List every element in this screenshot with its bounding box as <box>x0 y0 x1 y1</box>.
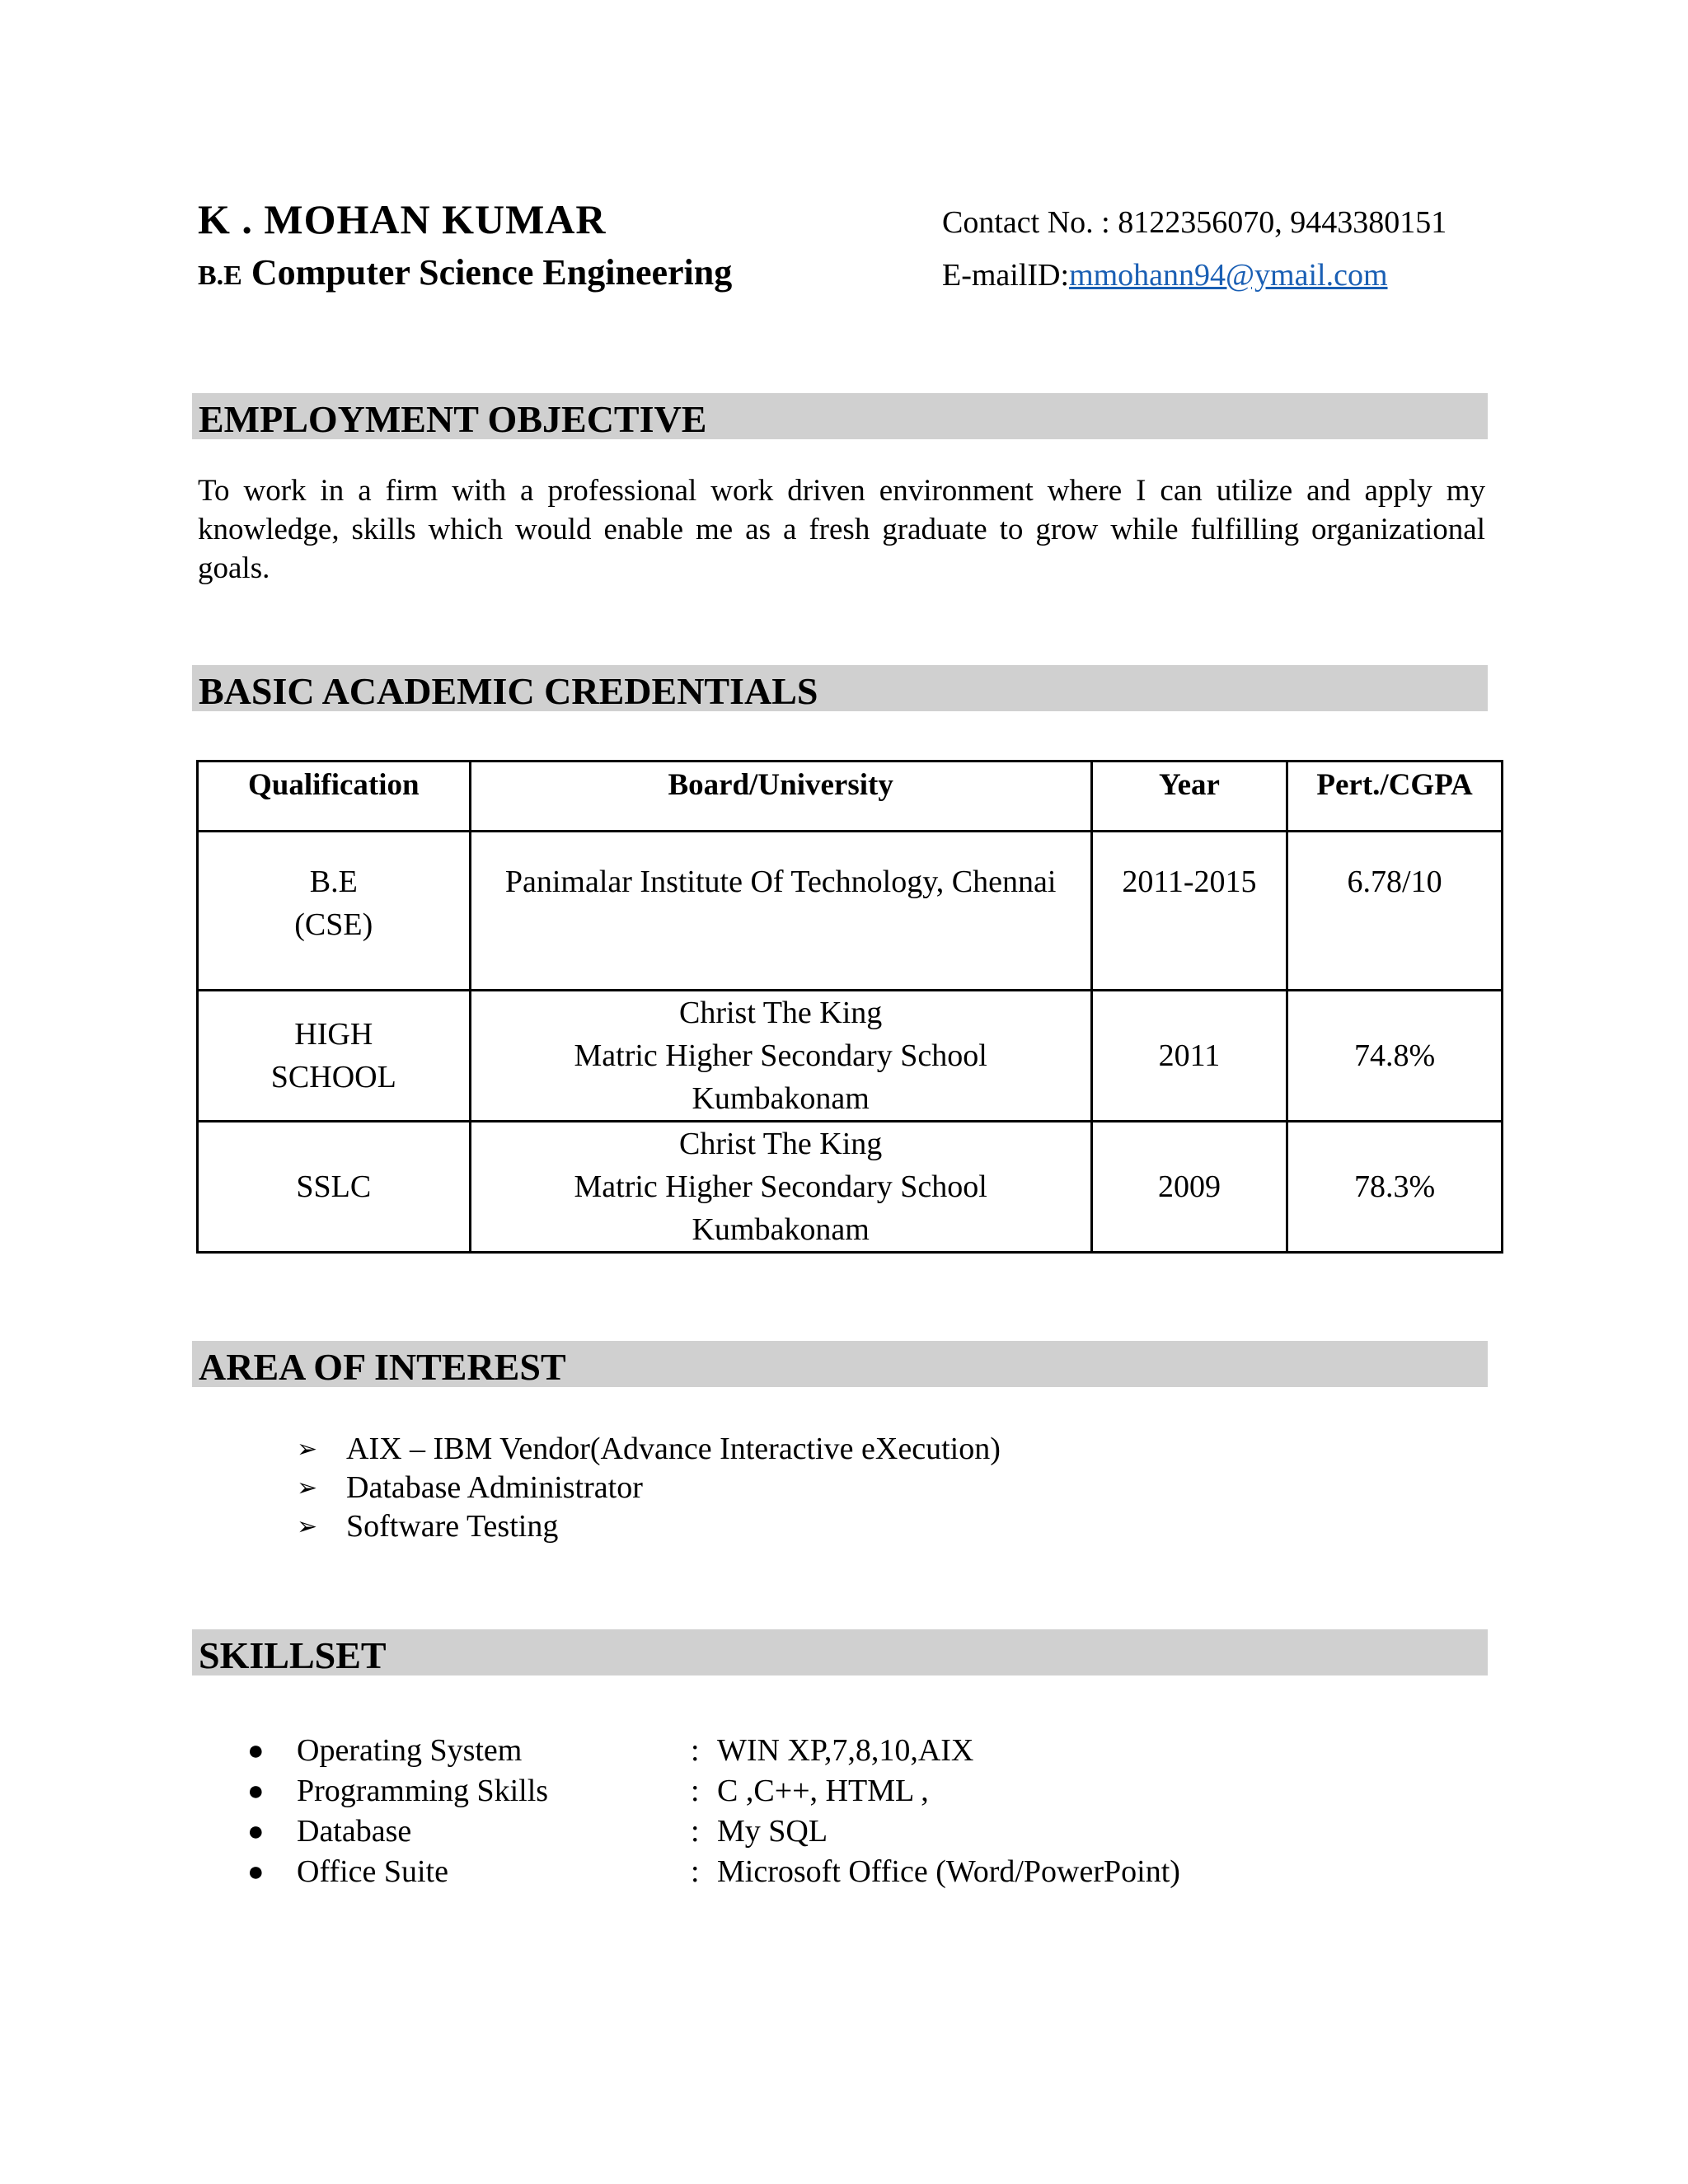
skill-label: Office Suite <box>297 1854 448 1889</box>
table-row <box>198 1122 1503 1253</box>
skill-value: Microsoft Office (Word/PowerPoint) <box>717 1854 1180 1889</box>
section-employment-objective <box>192 393 1488 439</box>
header-board: Board/University <box>470 762 1091 832</box>
cell-year: 2011 <box>1091 991 1287 1122</box>
skill-value: My SQL <box>717 1814 828 1849</box>
skill-value: C ,C++, HTML , <box>717 1774 929 1808</box>
skill-separator: : <box>691 1814 700 1849</box>
skill-separator: : <box>691 1733 700 1768</box>
degree-name: Computer Science Engineering <box>251 252 733 293</box>
interest-list <box>297 1430 1001 1546</box>
email-line <box>942 257 1388 293</box>
contact-numbers: 8122356070, 9443380151 <box>1118 205 1447 240</box>
cell-board: Christ The King Matric Higher Secondary School Kumbakonam <box>470 991 1091 1122</box>
section-skillset <box>192 1629 1488 1675</box>
cell-qualification: SSLC <box>198 1122 471 1253</box>
header-year: Year <box>1091 762 1287 832</box>
section-title: EMPLOYMENT OBJECTIVE <box>199 398 707 440</box>
table-header-row <box>198 762 1503 832</box>
cell-score: 78.3% <box>1287 1122 1503 1253</box>
skill-value: WIN XP,7,8,10,AIX <box>717 1733 974 1768</box>
round-bullet-icon: ● <box>247 1736 265 1766</box>
candidate-name: K . MOHAN KUMAR <box>198 196 607 242</box>
cell-year: 2009 <box>1091 1122 1287 1253</box>
skill-label: Programming Skills <box>297 1774 549 1808</box>
list-item: ➢ Database Administrator <box>297 1469 1001 1507</box>
header-score: Pert./CGPA <box>1287 762 1503 832</box>
section-area-of-interest <box>192 1341 1488 1387</box>
header-qualification: Qualification <box>198 762 471 832</box>
arrowhead-bullet-icon: ➢ <box>297 1474 318 1502</box>
arrowhead-bullet-icon: ➢ <box>297 1435 318 1464</box>
objective-text: To work in a firm with a professional work driven environment where I can utilize and apply my knowledge, skills which would enable me as a fresh graduate to grow while fulfilling organizational goals. <box>198 474 1485 585</box>
cell-qualification: B.E (CSE) <box>198 832 471 991</box>
list-item: ➢ AIX – IBM Vendor(Advance Interactive eXecution) <box>297 1430 1001 1469</box>
skill-separator: : <box>691 1854 700 1889</box>
cell-board: Christ The King Matric Higher Secondary School Kumbakonam <box>470 1122 1091 1253</box>
contact-label: Contact No. : <box>942 205 1118 240</box>
section-title: AREA OF INTEREST <box>199 1346 566 1388</box>
arrowhead-bullet-icon: ➢ <box>297 1512 318 1541</box>
email-link[interactable]: mmohann94@ymail.com <box>1069 258 1388 293</box>
list-item: ➢ Software Testing <box>297 1507 1001 1546</box>
round-bullet-icon: ● <box>247 1776 265 1807</box>
round-bullet-icon: ● <box>247 1816 265 1847</box>
email-label: E-mailID: <box>942 258 1070 293</box>
cell-board: Panimalar Institute Of Technology, Chennai <box>470 832 1091 991</box>
skill-label: Database <box>297 1814 412 1849</box>
credentials-table <box>196 760 1503 1254</box>
section-title: BASIC ACADEMIC CREDENTIALS <box>199 670 818 712</box>
table-row <box>198 991 1503 1122</box>
round-bullet-icon: ● <box>247 1857 265 1887</box>
skill-label: Operating System <box>297 1733 523 1768</box>
cell-score: 6.78/10 <box>1287 832 1503 991</box>
cell-qualification: HIGH SCHOOL <box>198 991 471 1122</box>
section-title: SKILLSET <box>199 1634 387 1676</box>
cell-year: 2011-2015 <box>1091 832 1287 991</box>
cell-score: 74.8% <box>1287 991 1503 1122</box>
degree-prefix: B.E <box>198 260 242 291</box>
contact-line <box>942 204 1447 241</box>
skill-separator: : <box>691 1774 700 1808</box>
table-row <box>198 832 1503 991</box>
section-academic-credentials <box>192 665 1488 711</box>
degree-title <box>198 251 732 293</box>
